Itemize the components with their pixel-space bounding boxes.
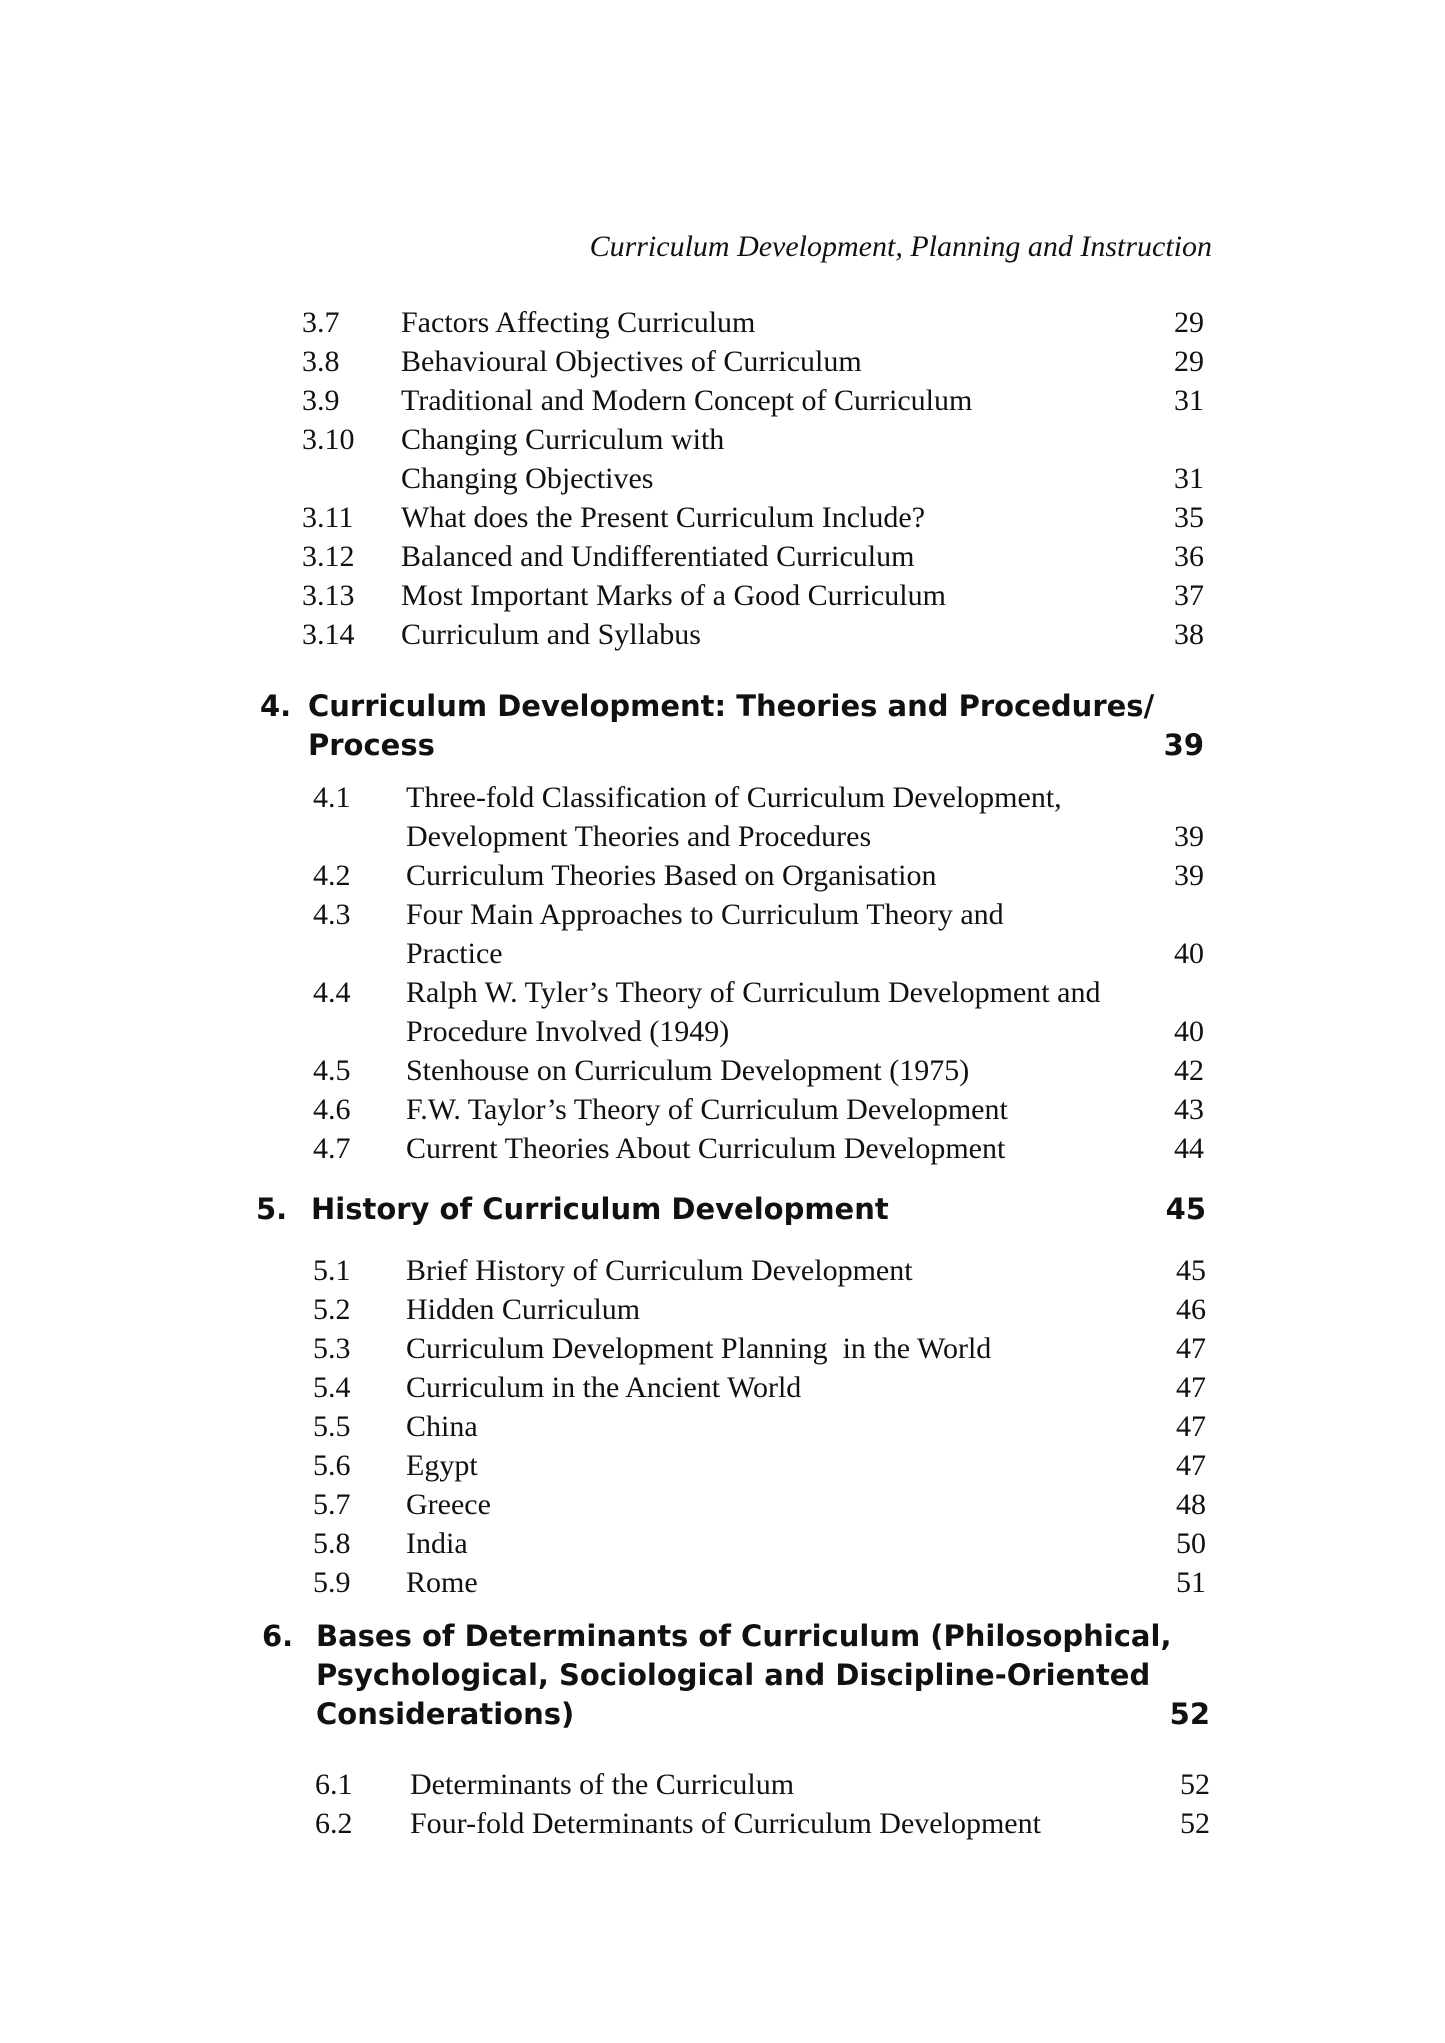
entry-title: Curriculum in the Ancient World — [406, 1371, 802, 1404]
entry-number: 3.13 — [302, 579, 355, 612]
entry-page-number: 31 — [1174, 384, 1204, 417]
toc-entry — [302, 537, 1204, 576]
entry-page-number: 40 — [1174, 937, 1204, 970]
entry-title: Curriculum Theories Based on Organisation — [406, 859, 937, 892]
entry-title: Procedure Involved (1949) — [406, 1015, 730, 1048]
toc-entry — [313, 1051, 1204, 1090]
entry-page-number: 40 — [1174, 1015, 1204, 1048]
entry-number: 5.2 — [313, 1293, 351, 1326]
entry-title: Egypt — [406, 1449, 478, 1482]
toc-entry — [302, 576, 1204, 615]
entry-page-number: 50 — [1176, 1527, 1206, 1560]
toc-entry — [313, 1251, 1206, 1290]
entry-number: 4.5 — [313, 1054, 351, 1087]
entry-number: 5.9 — [313, 1566, 351, 1599]
chapter-title: History of Curriculum Development — [311, 1192, 889, 1226]
entry-page-number: 35 — [1174, 501, 1204, 534]
entry-number: 3.11 — [302, 501, 354, 534]
toc-entry — [302, 342, 1204, 381]
entry-number: 5.8 — [313, 1527, 351, 1560]
entry-title: Practice — [406, 937, 503, 970]
chapter-number: 5. — [256, 1192, 288, 1226]
entry-title: Current Theories About Curriculum Development — [406, 1132, 1006, 1165]
entry-number: 3.8 — [302, 345, 340, 378]
entry-title: Behavioural Objectives of Curriculum — [401, 345, 862, 378]
toc-entry — [313, 1129, 1204, 1168]
entry-title: Most Important Marks of a Good Curriculum — [401, 579, 946, 612]
entry-number: 5.6 — [313, 1449, 351, 1482]
entry-title: Curriculum and Syllabus — [401, 618, 701, 651]
entry-number: 3.9 — [302, 384, 340, 417]
chapter-page-number: 52 — [1169, 1697, 1210, 1731]
chapter-title: Curriculum Development: Theories and Procedures/ — [308, 689, 1155, 723]
entry-page-number: 45 — [1176, 1254, 1206, 1287]
toc-entry — [313, 1329, 1206, 1368]
chapter-title: Bases of Determinants of Curriculum (Philosophical, — [316, 1619, 1172, 1653]
entry-title: Stenhouse on Curriculum Development (1975) — [406, 1054, 970, 1087]
entry-number: 4.1 — [313, 781, 351, 814]
toc-entry — [302, 420, 1204, 498]
entry-number: 4.7 — [313, 1132, 351, 1165]
entry-number: 4.2 — [313, 859, 351, 892]
entry-page-number: 38 — [1174, 618, 1204, 651]
toc-entry — [313, 1563, 1206, 1602]
entry-title: Changing Curriculum with — [401, 423, 725, 456]
entry-title: Traditional and Modern Concept of Curriculum — [401, 384, 973, 417]
entry-number: 6.2 — [315, 1807, 353, 1840]
toc-entry — [313, 895, 1204, 973]
entry-title: Three-fold Classification of Curriculum Development, — [406, 781, 1062, 814]
entry-title: Hidden Curriculum — [406, 1293, 641, 1326]
entry-title: Four Main Approaches to Curriculum Theory and — [406, 898, 1004, 931]
toc-entry — [315, 1765, 1210, 1804]
toc-entry — [302, 381, 1204, 420]
chapter-heading — [256, 1189, 1206, 1228]
toc-entry — [302, 615, 1204, 654]
entry-number: 5.7 — [313, 1488, 351, 1521]
entry-number: 5.1 — [313, 1254, 351, 1287]
entry-page-number: 43 — [1174, 1093, 1204, 1126]
entry-page-number: 44 — [1174, 1132, 1204, 1165]
entry-page-number: 48 — [1176, 1488, 1206, 1521]
entry-title: Four-fold Determinants of Curriculum Development — [410, 1807, 1041, 1840]
entry-number: 5.5 — [313, 1410, 351, 1443]
chapter-heading — [262, 1616, 1210, 1733]
entry-page-number: 52 — [1180, 1807, 1210, 1840]
toc-entry — [313, 1446, 1206, 1485]
entry-title: China — [406, 1410, 478, 1443]
toc-entry — [313, 1090, 1204, 1129]
entry-page-number: 37 — [1174, 579, 1204, 612]
toc-entry — [315, 1804, 1210, 1843]
toc-entry — [313, 1407, 1206, 1446]
entry-number: 3.10 — [302, 423, 355, 456]
entry-page-number: 29 — [1174, 345, 1204, 378]
entry-title: Determinants of the Curriculum — [410, 1768, 795, 1801]
entry-title: Factors Affecting Curriculum — [401, 306, 756, 339]
entry-page-number: 42 — [1174, 1054, 1204, 1087]
toc-entry — [313, 1524, 1206, 1563]
entry-title: Ralph W. Tyler’s Theory of Curriculum Development and — [406, 976, 1101, 1009]
entry-title: Development Theories and Procedures — [406, 820, 872, 853]
entry-page-number: 31 — [1174, 462, 1204, 495]
toc-entry — [313, 1290, 1206, 1329]
chapter-title: Considerations) — [316, 1697, 575, 1731]
toc-entry — [313, 856, 1204, 895]
entry-number: 3.12 — [302, 540, 355, 573]
entry-title: Rome — [406, 1566, 478, 1599]
entry-number: 5.4 — [313, 1371, 351, 1404]
entry-number: 5.3 — [313, 1332, 351, 1365]
entry-title: What does the Present Curriculum Include? — [401, 501, 926, 534]
toc-entry — [302, 498, 1204, 537]
entry-page-number: 29 — [1174, 306, 1204, 339]
entry-number: 3.7 — [302, 306, 340, 339]
chapter-page-number: 45 — [1165, 1192, 1206, 1226]
entry-number: 4.3 — [313, 898, 351, 931]
entry-title: Greece — [406, 1488, 491, 1521]
chapter-title: Psychological, Sociological and Discipline-Oriented — [316, 1658, 1151, 1692]
chapter-number: 4. — [260, 689, 292, 723]
entry-page-number: 52 — [1180, 1768, 1210, 1801]
entry-number: 6.1 — [315, 1768, 353, 1801]
toc-entry — [313, 778, 1204, 856]
toc-entry — [313, 1368, 1206, 1407]
toc-entry — [302, 303, 1204, 342]
entry-page-number: 36 — [1174, 540, 1204, 573]
entry-page-number: 46 — [1176, 1293, 1206, 1326]
entry-title: India — [406, 1527, 468, 1560]
entry-page-number: 47 — [1176, 1332, 1206, 1365]
entry-page-number: 47 — [1176, 1449, 1206, 1482]
entry-title: Balanced and Undifferentiated Curriculum — [401, 540, 915, 573]
entry-title: Changing Objectives — [401, 462, 654, 495]
toc-entry — [313, 973, 1204, 1051]
chapter-number: 6. — [262, 1619, 294, 1653]
entry-title: F.W. Taylor’s Theory of Curriculum Development — [406, 1093, 1008, 1126]
entry-title: Curriculum Development Planning in the World — [406, 1332, 992, 1365]
entry-page-number: 39 — [1174, 820, 1204, 853]
running-head: Curriculum Development, Planning and Instruction — [589, 230, 1212, 263]
entry-title: Brief History of Curriculum Development — [406, 1254, 913, 1287]
entry-page-number: 47 — [1176, 1410, 1206, 1443]
chapter-title: Process — [308, 728, 435, 762]
entry-page-number: 47 — [1176, 1371, 1206, 1404]
entry-number: 3.14 — [302, 618, 355, 651]
entry-number: 4.4 — [313, 976, 351, 1009]
entry-page-number: 51 — [1176, 1566, 1206, 1599]
chapter-page-number: 39 — [1163, 728, 1204, 762]
entry-page-number: 39 — [1174, 859, 1204, 892]
chapter-heading — [260, 686, 1204, 764]
toc-entry — [313, 1485, 1206, 1524]
entry-number: 4.6 — [313, 1093, 351, 1126]
